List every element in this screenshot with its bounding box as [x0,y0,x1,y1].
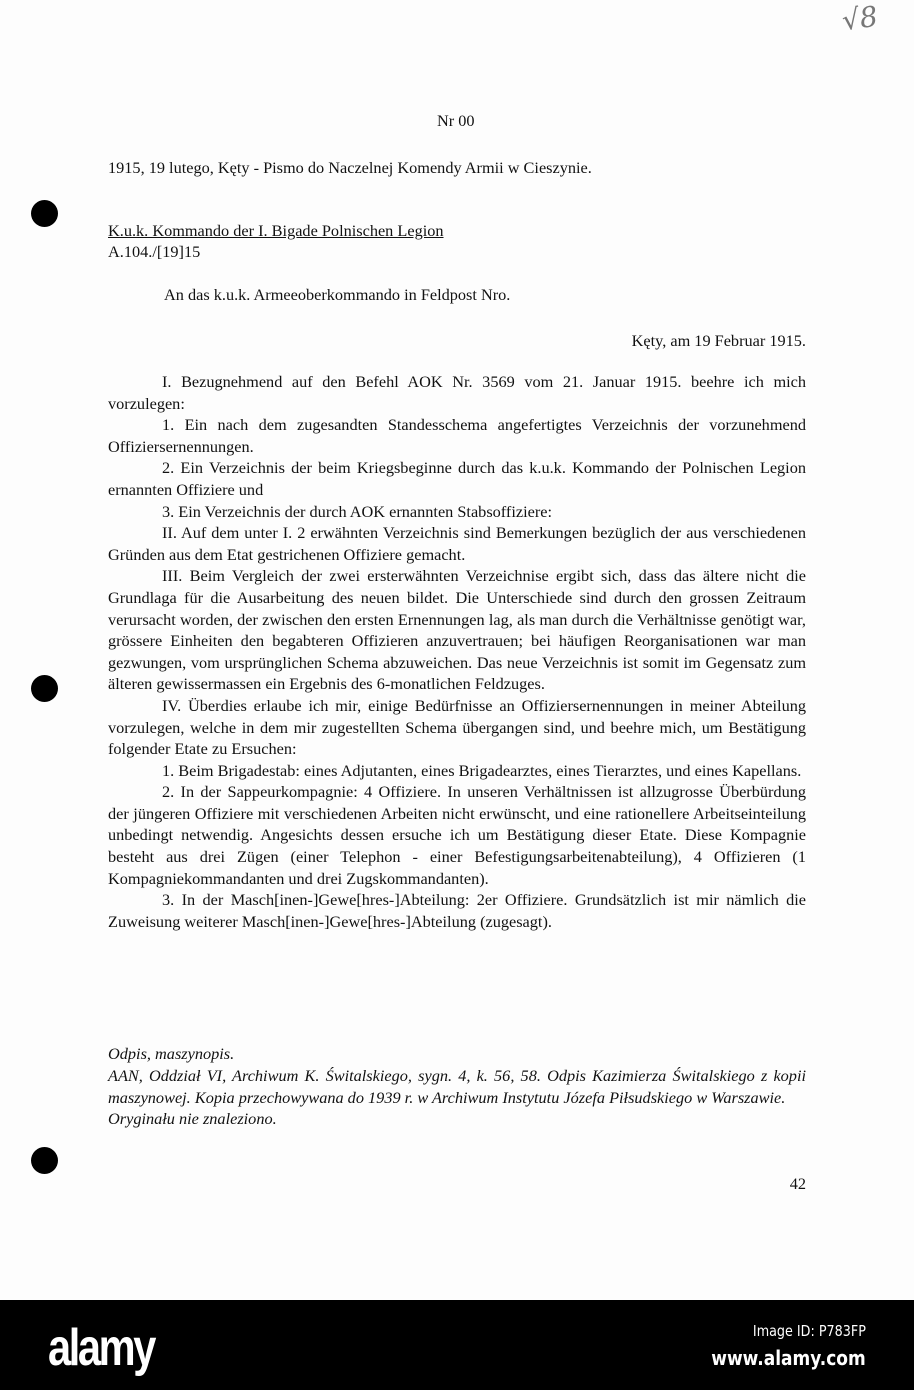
page-number: 42 [789,1174,806,1193]
watermark-footer [0,1300,914,1390]
source-notes [108,1043,806,1130]
document-heading: 1915, 19 lutego, Kęty - Pismo do Naczelnej Komendy Armii w Cieszynie. [108,158,592,177]
paragraph: 3. Ein Verzeichnis der durch AOK ernannten Stabsoffiziere: [162,501,553,521]
paragraph: 2. In der Sappeurkompagnie: 4 Offiziere. In unseren Verhältnissen ist allzugrosse Überbürdung der jüngeren Offiziere mit verschiedenen Arbeiten nicht erwünscht, und eine rationellere Arbeitseinteilung unbedingt netwendig. Angesichts dessen ersuche ich um Bestätigung dieser Etate. Diese Kompagnie besteht aus drei Zügen (einer Telephon - einer Befestigungsarbeitenabteilung), 4 Offizieren (1 Kompagniekommandanten und drei Zugskommandanten). [108,782,806,888]
addressee: An das k.u.k. Armeeoberkommando in Feldpost Nro. [164,285,511,304]
place-date: Kęty, am 19 Februar 1915. [631,331,806,350]
site-url: www.alamy.com [711,1346,866,1370]
alamy-logo: alamy [48,1319,154,1377]
paragraph: 3. In der Masch[inen-]Gewe[hres-]Abteilung: 2er Offiziere. Grundsätzlich ist mir nämlich die Zuweisung weiterer Masch[inen-]Gewe[hres-]Abteilung (zugesagt). [108,890,806,931]
paragraph: II. Auf dem unter I. 2 erwähnten Verzeichnis sind Bemerkungen bezüglich der aus verschiedenen Gründen aus dem Etat gestrichenen Offiziere gemacht. [108,523,806,564]
reference: A.104./[19]15 [108,242,201,261]
document-number: Nr 00 [437,111,475,130]
note: AAN, Oddział VI, Archiwum K. Świtalskiego, sygn. 4, k. 56, 58. Odpis Kazimierza Świtalskiego z kopii maszynowej. Kopia przechowywana do 1939 r. w Archiwum Instytutu Józefa Piłsudskiego w Warszawie. [108,1065,806,1107]
paragraph: I. Bezugnehmend auf den Befehl AOK Nr. 3569 vom 21. Januar 1915. beehre ich mich vorzulegen: [108,372,806,413]
paragraph: 1. Ein nach dem zugesandten Standesschema angefertigtes Verzeichnis der vorzunehmend Offiziersernennungen. [108,415,806,456]
paragraph: 1. Beim Brigadestab: eines Adjutanten, eines Brigadearztes, eines Tierarztes, und eines Kapellans. [162,760,802,780]
handwritten-mark: √8 [839,0,880,38]
punch-hole [31,1147,58,1174]
note: Oryginału nie znaleziono. [108,1109,277,1129]
punch-hole [31,675,58,702]
letter-body [108,371,806,932]
note: Odpis, maszynopis. [108,1044,235,1063]
sender: K.u.k. Kommando der I. Bigade Polnischen Legion [108,221,444,240]
image-id: Image ID: P783FP [753,1322,866,1340]
paragraph: 2. Ein Verzeichnis der beim Kriegsbeginne durch das k.u.k. Kommando der Polnischen Legion ernannten Offiziere und [108,458,806,499]
paragraph: III. Beim Vergleich der zwei ersterwähnten Verzeichnise ergibt sich, dass das ältere nicht die Grundlaga für die Ausarbeitung des neuen bildet. Die Unterschiede sind durch den grossen Zeitraum verursacht worden, der zwischen den ersten Ernennungen lag, als man durch die Verhältnisse genötigt war, grössere Einheiten den begabteren Offizieren anzuvertrauen; bei häufigen Reorganisationen war man gezwungen, vom ursprünglichen Schema abzuweichen. Das neue Verzeichnis ist somit im Gegensatz zum älteren gewissermassen ein Ergebnis des 6-monatlichen Feldzuges. [108,566,806,694]
punch-hole [31,200,58,227]
paragraph: IV. Überdies erlaube ich mir, einige Bedürfnisse an Offiziersernennungen in meiner Abteilung vorzulegen, welche in dem mir zugestellten Schema übergangen sind, und beehre mich, um Bestätigung folgender Etate zu Ersuchen: [108,695,806,759]
